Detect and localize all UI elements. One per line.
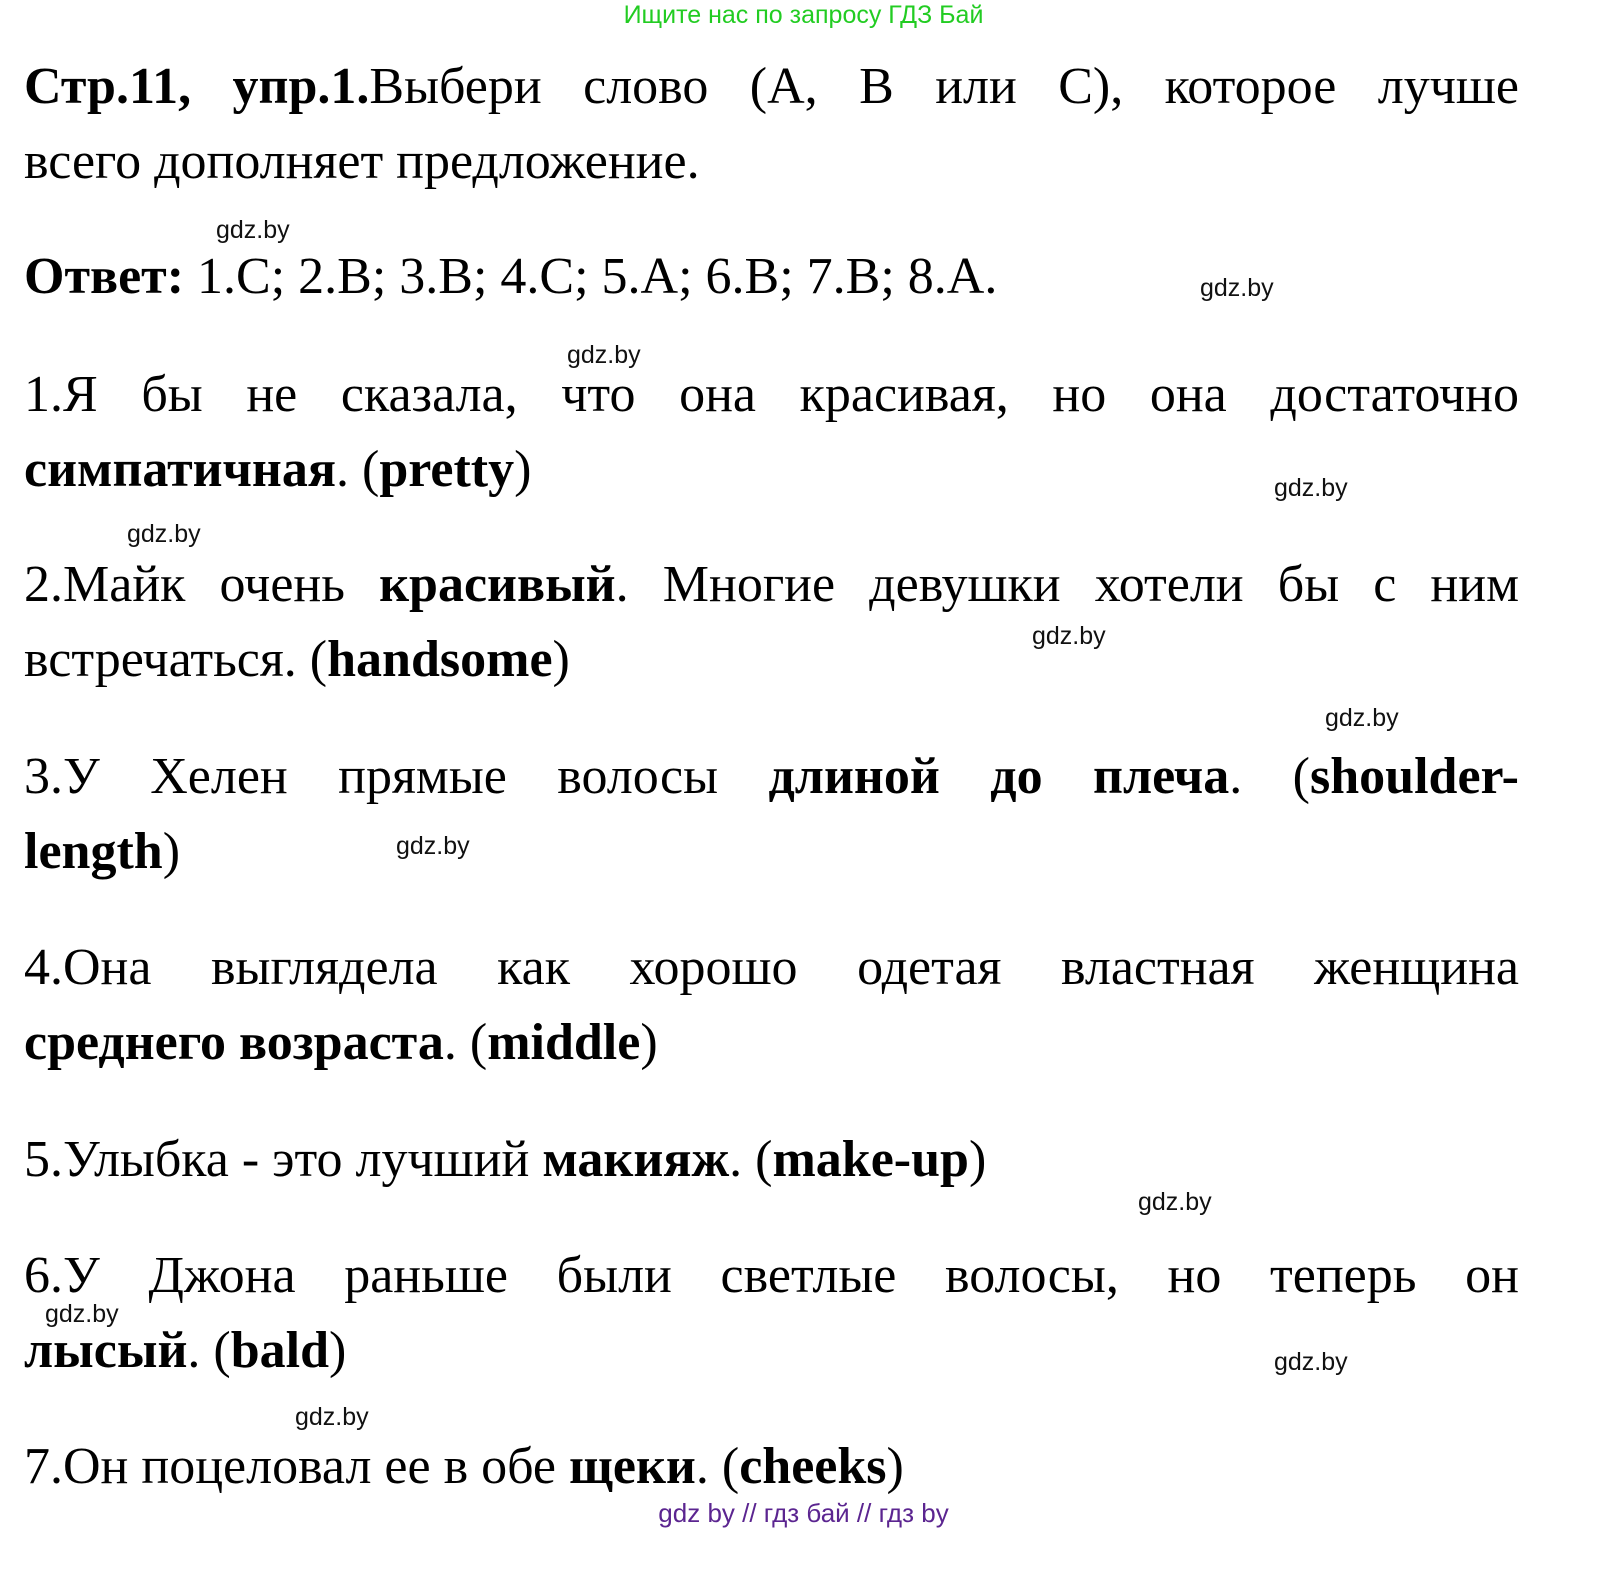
item-7: 7.Он поцеловал ее в обе щеки. (cheeks)	[24, 1438, 904, 1495]
item-3-line-2: length)	[24, 823, 181, 880]
answer-value: 1.C; 2.B; 3.B; 4.C; 5.A; 6.B; 7.B; 8.A.	[184, 248, 998, 305]
item-4-line-2: среднего возраста. (middle)	[24, 1014, 658, 1071]
watermark: gdz.by	[1274, 1348, 1348, 1376]
search-banner: Ищите нас по запросу ГДЗ Бай	[623, 1, 984, 29]
item-6-line-1: 6.У Джона раньше были светлые волосы, но теперь он	[24, 1247, 1519, 1304]
watermark: gdz.by	[1032, 622, 1106, 650]
item-5: 5.Улыбка - это лучший макияж. (make-up)	[24, 1131, 987, 1188]
footer-watermark: gdz by // гдз бай // гдз by	[658, 1498, 949, 1528]
item-4-line-1: 4.Она выглядела как хорошо одетая властная женщина	[24, 939, 1519, 996]
item-2-line-1: 2.Майк очень красивый. Многие девушки хотели бы с ним	[24, 556, 1519, 613]
watermark: gdz.by	[127, 520, 201, 548]
exercise-label: Стр.11, упр.1.	[24, 58, 370, 115]
answer-label: Ответ:	[24, 248, 185, 305]
watermark: gdz.by	[1138, 1188, 1212, 1216]
watermark: gdz.by	[1274, 474, 1348, 502]
watermark: gdz.by	[1200, 274, 1274, 302]
watermark: gdz.by	[396, 832, 470, 860]
watermark: gdz.by	[45, 1300, 119, 1328]
watermark: gdz.by	[216, 216, 290, 244]
exercise-header	[24, 57, 1519, 117]
task-text-1: Выбери слово (А, В или С), которое лучше	[369, 58, 1519, 115]
answer-line	[24, 247, 1519, 307]
item-1-line-2: симпатичная. (pretty)	[24, 441, 532, 498]
item-2-line-2: встречаться. (handsome)	[24, 631, 570, 688]
item-6-line-2: лысый. (bald)	[24, 1322, 347, 1379]
watermark: gdz.by	[567, 341, 641, 369]
watermark: gdz.by	[1325, 704, 1399, 732]
task-text-2: всего дополняет предложение.	[24, 133, 700, 190]
item-3-line-1: 3.У Хелен прямые волосы длиной до плеча. (shoulder-	[24, 748, 1519, 805]
watermark: gdz.by	[295, 1403, 369, 1431]
item-1-line-1: 1.Я бы не сказала, что она красивая, но она достаточно	[24, 366, 1519, 423]
